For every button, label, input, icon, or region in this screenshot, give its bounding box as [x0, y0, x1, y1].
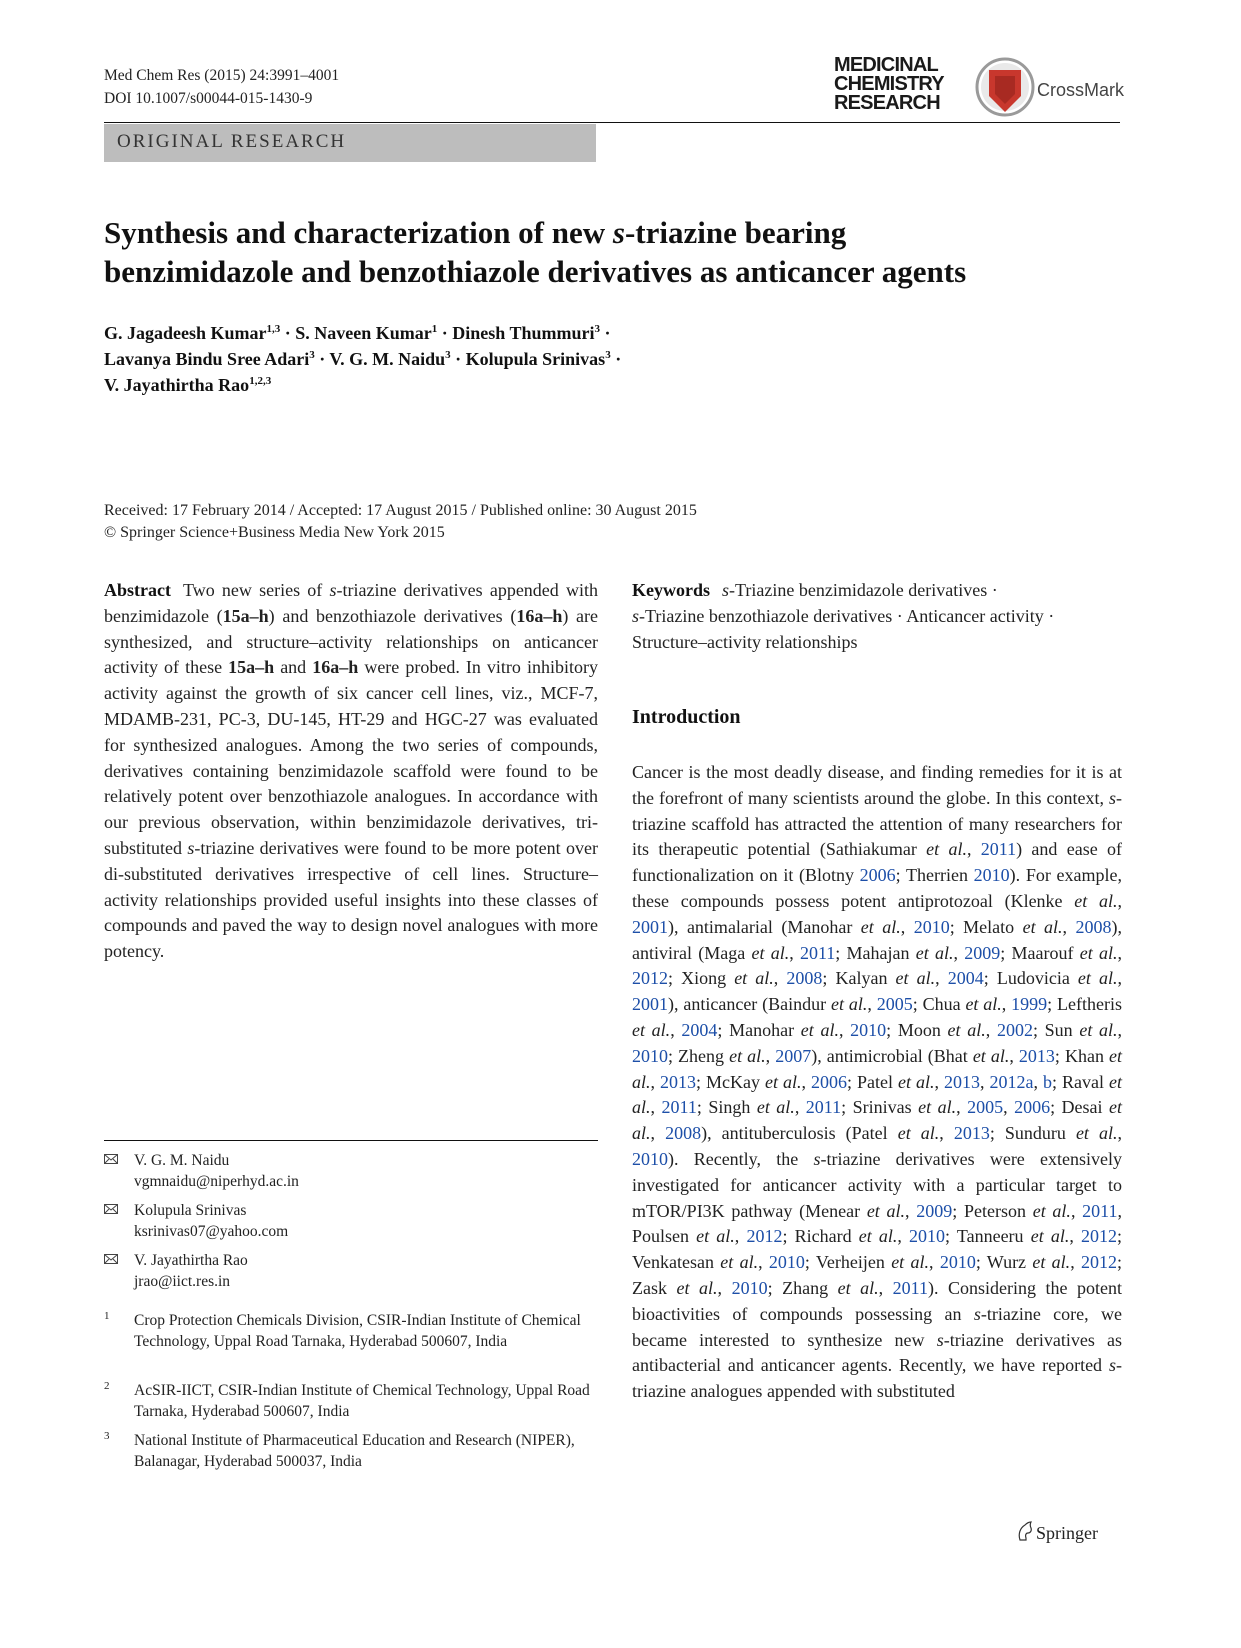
text: , [956, 1097, 968, 1118]
text: , [953, 942, 965, 963]
text: ; Tanneeru [945, 1226, 1031, 1247]
separator: · [610, 349, 622, 369]
text: et al. [1032, 1252, 1071, 1273]
author-name[interactable]: V. Jayathirtha Rao [104, 375, 250, 395]
citation-link[interactable]: 2009 [964, 942, 1001, 963]
envelope-icon [104, 1154, 118, 1164]
citation-link[interactable]: 2010 [768, 1252, 805, 1273]
text: ; Singh [696, 1097, 757, 1118]
citation-link[interactable]: b [1043, 1071, 1052, 1092]
text: ; Zask [632, 1252, 1123, 1298]
text: ; Richard [782, 1226, 859, 1247]
text: et al. [918, 1097, 957, 1118]
text: , [1117, 942, 1122, 963]
introduction-body [632, 760, 1122, 1405]
affiliation-number: 2 [104, 1380, 110, 1392]
text: Two new series of [182, 580, 330, 600]
text: et al. [926, 839, 967, 860]
separator: · [892, 605, 907, 626]
citation-link[interactable]: 2010 [909, 1226, 946, 1247]
text: et al. [895, 968, 936, 989]
text: ; Wurz [975, 1252, 1033, 1273]
title-part: benzimidazole and benzothiazole derivatives as anticancer agents [104, 254, 967, 289]
citation-link[interactable]: 2001 [632, 994, 668, 1015]
logo-line: CHEMISTRY [834, 73, 944, 95]
keyword: Anticancer activity [906, 605, 1044, 626]
text: et al. [756, 1097, 795, 1118]
affiliation-text: AcSIR-IICT, CSIR-Indian Institute of Chemical Technology, Uppal Road Tarnaka, Hyderabad 500607, India [134, 1382, 590, 1420]
citation-link[interactable]: 2008 [786, 968, 823, 989]
citation-link[interactable]: 2010 [850, 1019, 887, 1040]
text: were probed. In vitro inhibitory activity against the growth of six cancer cell lines, viz., MCF-7, MDAMB-231, PC-3, DU-145, HT-29 and HGC-27 was evaluated for synthesized analogues. Among the two series of compounds, derivatives containing benzimidazole scaffold were found to be relatively potent over benzothiazole analogues. In accordance with our previous observation, within benzimidazole derivatives, tri-substituted [104, 657, 598, 858]
text: et al. [632, 1045, 1123, 1092]
citation-link[interactable]: 2010 [973, 865, 1010, 886]
citation-link[interactable]: 2012 [1081, 1226, 1117, 1247]
citation-link[interactable]: 2011 [980, 839, 1017, 860]
text: s [1108, 1355, 1116, 1376]
text: -triazine scaffold has attracted the attention of many researchers for its therapeutic potential (Sathiakumar [632, 787, 1122, 860]
text: et al. [800, 1019, 839, 1040]
keywords-label: Keywords [632, 580, 710, 600]
text: ; Xiong [668, 968, 735, 989]
text: -triazine derivatives as antibacterial and anticancer agents. Recently, we have reported [632, 1329, 1122, 1376]
journal-citation: Med Chem Res (2015) 24:3991–4001 [104, 67, 340, 84]
text: et al. [972, 1045, 1010, 1066]
keyword: -Triazine benzothiazole derivatives [639, 605, 893, 626]
text: ; Maarouf [1000, 942, 1080, 963]
citation-link[interactable]: 2013 [953, 1123, 990, 1144]
text: s [936, 1329, 944, 1350]
citation-link[interactable]: 2012 [1081, 1252, 1117, 1273]
text: et al. [1074, 890, 1118, 911]
citation-link[interactable]: 2006 [811, 1071, 847, 1092]
text: ; Srinivas [841, 1097, 919, 1118]
text: , Poulsen [632, 1200, 1123, 1247]
text: et al. [632, 1097, 1123, 1144]
text: et al. [831, 994, 868, 1015]
text: , [670, 1019, 682, 1040]
text: et al. [837, 1277, 879, 1298]
citation-link[interactable]: 2013 [660, 1071, 697, 1092]
text: , [1117, 890, 1122, 911]
citation-link[interactable]: 2007 [775, 1045, 812, 1066]
text: and [274, 657, 313, 678]
text: , [1117, 968, 1122, 989]
text: ) are synthesized, and structure–activity relationships on anticancer activity of these [104, 605, 599, 678]
text: , [838, 1019, 851, 1040]
received-date: Received: 17 February 2014 [104, 502, 286, 519]
text: ; McKay [696, 1071, 765, 1092]
citation-link[interactable]: 2001 [632, 916, 668, 937]
corresponding-author [104, 1150, 598, 1192]
author-name[interactable]: Lavanya Bindu Sree Adari [104, 349, 310, 369]
author-affil: 3 [309, 349, 315, 361]
text: et al. [897, 1123, 940, 1144]
text: , [929, 1252, 940, 1273]
keyword: -Triazine benzimidazole derivatives [729, 580, 988, 600]
text: et al. [765, 1071, 802, 1092]
text: s [722, 580, 730, 600]
text: s [632, 605, 640, 626]
text: et al. [632, 1019, 671, 1040]
text: , [897, 1226, 910, 1247]
affiliation-text: Crop Protection Chemicals Division, CSIR-Indian Institute of Chemical Technology, Uppal Road Tarnaka, Hyderabad 500607, India [134, 1312, 581, 1350]
separator: · [1043, 605, 1055, 626]
text: et al. [632, 1071, 1122, 1118]
citation-link[interactable]: 2008 [1075, 916, 1112, 937]
text: -triazine derivatives were extensively investigated for anticancer activity with a particular target to mTOR/PI3K pathway (Menear [632, 1148, 1122, 1221]
separator: · [280, 323, 296, 343]
separator: · [314, 349, 330, 369]
published-date: Published online: 30 August 2015 [479, 502, 697, 519]
title-italic: s [612, 215, 625, 250]
text: , [794, 1097, 806, 1118]
text: , [773, 968, 787, 989]
text: , [650, 1097, 662, 1118]
text: ; Manohar [717, 1019, 801, 1040]
separator: / [285, 502, 298, 519]
citation-link[interactable]: 2010 [731, 1277, 768, 1298]
citation-link[interactable]: 2006 [859, 865, 896, 886]
author-affil: 3 [605, 349, 611, 361]
text: ; Leftheris [1047, 994, 1122, 1015]
separator: · [987, 580, 998, 600]
contact-email[interactable]: jrao@iict.res.in [134, 1273, 231, 1290]
text: , [1033, 1071, 1043, 1092]
corresponding-author [104, 1200, 598, 1242]
logo-line: RESEARCH [834, 92, 940, 114]
text: et al. [866, 1200, 906, 1221]
citation-link[interactable]: 2005 [967, 1097, 1004, 1118]
text: et al. [860, 916, 901, 937]
text: -triazine derivatives appended with benzimidazole ( [104, 580, 598, 626]
text: , [758, 1252, 769, 1273]
citation-link[interactable]: 2004 [947, 968, 984, 989]
citation-link[interactable]: 2006 [1014, 1097, 1051, 1118]
doi[interactable]: DOI 10.1007/s00044-015-1430-9 [104, 90, 313, 107]
separator: · [450, 349, 466, 369]
separator: · [437, 323, 453, 343]
author-affil: 3 [594, 323, 601, 335]
citation-link[interactable]: 2012 [746, 1226, 783, 1247]
contact-name: Kolupula Srinivas [134, 1202, 247, 1219]
text: , [1009, 1045, 1019, 1066]
contact-email[interactable]: vgmnaidu@niperhyd.ac.in [134, 1173, 299, 1190]
citation-link[interactable]: 2005 [876, 994, 913, 1015]
text: ), antimicrobial (Bhat [811, 1045, 973, 1066]
envelope-icon [104, 1204, 118, 1214]
separator: / [467, 502, 480, 519]
title-part: Synthesis and characterization of new [104, 215, 613, 250]
contact-name: V. Jayathirtha Rao [134, 1252, 248, 1269]
text: ; Sunduru [989, 1123, 1076, 1144]
contact-email[interactable]: ksrinivas07@yahoo.com [134, 1223, 289, 1240]
author-name[interactable]: V. G. M. Naidu [329, 349, 446, 369]
text: ; Desai [1050, 1097, 1110, 1118]
text: , [905, 1200, 917, 1221]
citation-link[interactable]: 2012a [989, 1071, 1034, 1092]
affiliation-number: 1 [104, 1310, 110, 1322]
text: , [1001, 994, 1012, 1015]
author-list [104, 320, 1004, 398]
text: ; Kalyan [822, 968, 896, 989]
text: et al. [965, 994, 1002, 1015]
text: , [980, 1071, 990, 1092]
citation-link[interactable]: 2004 [681, 1019, 718, 1040]
springer-horse-icon [1016, 1520, 1034, 1542]
text: ; Verheijen [804, 1252, 892, 1273]
text: , [650, 1071, 661, 1092]
text: et al. [1079, 942, 1118, 963]
text: ) and ease of functionalization on it (Blotny [632, 839, 1123, 886]
text: , [717, 1277, 732, 1298]
compound-label: 16a–h [312, 657, 359, 678]
author-name[interactable]: G. Jagadeesh Kumar [104, 323, 267, 343]
affiliation-text: National Institute of Pharmaceutical Education and Research (NIPER), Balanagar, Hyderabad 500037, India [134, 1432, 575, 1470]
citation-link[interactable]: 2013 [1018, 1045, 1055, 1066]
author-name[interactable]: Dinesh Thummuri [452, 323, 595, 343]
text: , [878, 1277, 893, 1298]
citation-link[interactable]: 2011 [1082, 1200, 1118, 1221]
article-title [104, 213, 1104, 291]
text: , [934, 1071, 944, 1092]
citation-link[interactable]: 2009 [916, 1200, 953, 1221]
citation-link[interactable]: 2011 [661, 1097, 697, 1118]
compound-label: 15a–h [228, 657, 275, 678]
footnote-rule [104, 1140, 598, 1141]
text: , [939, 1123, 954, 1144]
text: , [900, 916, 914, 937]
text: ), antiviral (Maga [632, 916, 1122, 963]
text: et al. [915, 942, 954, 963]
text: et al. [696, 1226, 735, 1247]
citation-link[interactable]: 2011 [892, 1277, 928, 1298]
text: s [329, 580, 337, 600]
text: , [765, 1045, 776, 1066]
affiliation [104, 1380, 598, 1422]
text: , [1070, 1200, 1083, 1221]
accepted-date: Accepted: 17 August 2015 [297, 502, 468, 519]
text: ; Zhang [767, 1277, 838, 1298]
text: s [1108, 787, 1116, 808]
citation-link[interactable]: 2010 [913, 916, 950, 937]
text: -triazine derivatives were found to be more potent over di-substituted derivatives irrespective of cell lines. Structure–activity relationships provided useful insights into these classes of compounds and paved the way to design novel analogues with more potency. [104, 837, 598, 962]
text: , [801, 1071, 811, 1092]
logo-line: MEDICINAL [834, 54, 938, 76]
text: ), antimalarial (Manohar [668, 916, 861, 937]
section-banner-label: ORIGINAL RESEARCH [117, 131, 347, 152]
text: et al. [1030, 1226, 1070, 1247]
text: et al. [676, 1277, 718, 1298]
text: ; Peterson [952, 1200, 1033, 1221]
text: ), antituberculosis (Patel [701, 1123, 898, 1144]
text: ; Venkatesan [632, 1226, 1123, 1273]
corresponding-author [104, 1250, 598, 1292]
text: , [1117, 1123, 1122, 1144]
text: et al. [1032, 1200, 1071, 1221]
text: ). Considering the potent bioactivities of compounds possessing an [632, 1277, 1123, 1324]
text: et al. [720, 1252, 759, 1273]
text: , [734, 1226, 747, 1247]
text: ) and benzothiazole derivatives ( [268, 605, 517, 626]
affiliation [104, 1430, 598, 1472]
text: , [1003, 1097, 1015, 1118]
affiliation-number: 3 [104, 1430, 110, 1442]
text: , [867, 994, 877, 1015]
text: , [789, 942, 800, 963]
text: et al. [734, 968, 774, 989]
text: -triazine core, we became interested to synthesize new [632, 1303, 1123, 1350]
header-rule [104, 122, 1120, 123]
text: et al. [751, 942, 790, 963]
text: Cancer is the most deadly disease, and finding remedies for it is at the forefront of many scientists around the globe. In this context, [632, 762, 1122, 808]
text: , [650, 1123, 666, 1144]
text: et al. [1022, 916, 1063, 937]
text: s [813, 1148, 821, 1169]
text: , [1069, 1226, 1081, 1247]
text: , [1117, 1019, 1123, 1040]
publisher-name[interactable]: Springer [1036, 1523, 1098, 1543]
author-name[interactable]: S. Naveen Kumar [295, 323, 432, 343]
citation-link[interactable]: 2010 [632, 1148, 668, 1169]
text: et al. [1079, 1019, 1118, 1040]
text: , [935, 968, 948, 989]
text: ; Ludovicia [983, 968, 1078, 989]
abstract-label: Abstract [104, 580, 171, 600]
keyword: Structure–activity relationships [632, 631, 858, 652]
citation-link[interactable]: 2008 [665, 1123, 702, 1144]
compound-label: 16a–h [516, 605, 563, 626]
text: , [966, 839, 981, 860]
separator: · [600, 323, 611, 343]
text: et al. [729, 1045, 766, 1066]
text: ; Mahajan [835, 942, 916, 963]
citation-link[interactable]: 2011 [805, 1097, 842, 1118]
text: ). Recently, the [668, 1148, 814, 1169]
citation-link[interactable]: 2002 [996, 1019, 1033, 1040]
text: , [1070, 1252, 1081, 1273]
text: ). For example, these compounds possess potent antiprotozoal (Klenke [632, 865, 1122, 911]
text: s [187, 837, 195, 858]
title-part: -triazine bearing [624, 215, 847, 250]
affiliation [104, 1310, 598, 1352]
text: ; Melato [949, 916, 1023, 937]
text: ; Therrien [895, 865, 974, 886]
journal-logo[interactable] [834, 56, 944, 113]
text: ; Sun [1032, 1019, 1080, 1040]
publication-dates [104, 500, 1004, 544]
text: ; Khan [1054, 1045, 1110, 1066]
author-affil: 3 [445, 349, 451, 361]
text: , [1062, 916, 1076, 937]
citation-link[interactable]: 1999 [1011, 994, 1048, 1015]
compound-label: 15a–h [222, 605, 269, 626]
citation-link[interactable]: 2013 [944, 1071, 980, 1092]
citation-link[interactable]: 2010 [939, 1252, 976, 1273]
text: et al. [898, 1071, 935, 1092]
author-affil: 1 [431, 323, 438, 335]
contact-name: V. G. M. Naidu [134, 1152, 230, 1169]
text: et al. [1077, 968, 1118, 989]
author-affil: 1,3 [266, 323, 281, 335]
text: ; Moon [886, 1019, 948, 1040]
text: s [973, 1303, 981, 1324]
abstract [104, 578, 598, 965]
text: ; Chua [912, 994, 966, 1015]
text: , [985, 1019, 997, 1040]
citation-link[interactable]: 2010 [632, 1045, 668, 1066]
text: ; Raval [1052, 1071, 1109, 1092]
author-name[interactable]: Kolupula Srinivas [465, 349, 606, 369]
keywords [632, 578, 1122, 655]
citation-link[interactable]: 2011 [799, 942, 836, 963]
text: et al. [891, 1252, 929, 1273]
envelope-icon [104, 1254, 118, 1264]
author-affil: 1,2,3 [249, 375, 272, 387]
text: ; Patel [847, 1071, 898, 1092]
text: et al. [947, 1019, 986, 1040]
text: et al. [1075, 1123, 1118, 1144]
text: ), anticancer (Baindur [668, 994, 831, 1015]
copyright: © Springer Science+Business Media New York 2015 [104, 524, 445, 541]
section-heading: Introduction [632, 706, 741, 728]
text: -triazine analogues appended with substituted [632, 1355, 1122, 1402]
crossmark-icon[interactable] [975, 56, 1035, 118]
text: ; Zheng [668, 1045, 730, 1066]
citation-link[interactable]: 2012 [632, 968, 668, 989]
text: et al. [858, 1226, 898, 1247]
crossmark-label[interactable]: CrossMark [1037, 80, 1125, 100]
